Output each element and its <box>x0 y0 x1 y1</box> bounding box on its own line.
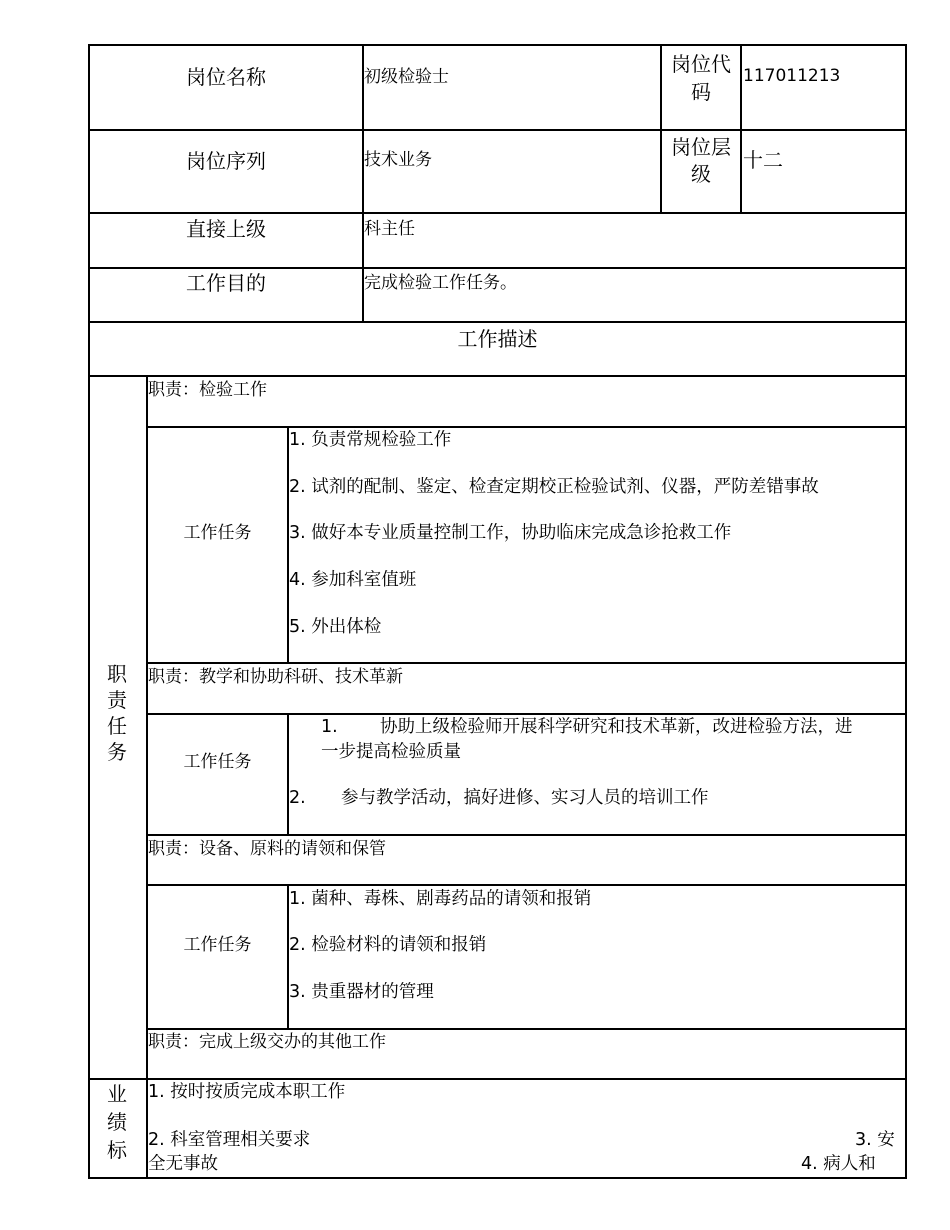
purpose-value: 完成检验工作任务。 <box>364 273 517 293</box>
duties-label-char: 职 <box>107 662 127 686</box>
post-code-label-line1: 岗位代 <box>671 52 731 76</box>
purpose-label: 工作目的 <box>186 271 266 295</box>
performance-label-char: 标 <box>107 1138 127 1162</box>
task-item: 5. 外出体检 <box>289 617 382 637</box>
duties-label-char: 务 <box>107 740 127 764</box>
superior-label: 直接上级 <box>186 217 266 241</box>
task-label: 工作任务 <box>183 752 252 772</box>
post-level-value: 十二 <box>743 148 783 172</box>
post-series-value: 技术业务 <box>364 150 432 170</box>
performance-label-char: 业 <box>107 1082 127 1106</box>
task-item-continuation: 一步提高检验质量 <box>321 742 461 762</box>
duties-label-char: 责 <box>107 688 127 712</box>
row-divider <box>88 1078 907 1080</box>
post-code-label-line2: 码 <box>691 80 711 104</box>
performance-label-char: 绩 <box>107 1110 127 1134</box>
row-divider <box>146 1028 907 1030</box>
performance-item: 3. 安 <box>855 1130 895 1150</box>
row-divider <box>146 662 907 664</box>
row-divider <box>146 426 907 428</box>
task-item: 1. 菌种、毒株、剧毒药品的请领和报销 <box>289 889 592 909</box>
duty-title: 职责：检验工作 <box>148 380 267 400</box>
table-border-right <box>905 44 907 1179</box>
task-item: 4. 参加科室值班 <box>289 570 417 590</box>
performance-item: 2. 科室管理相关要求 <box>148 1130 311 1150</box>
row-divider <box>146 884 907 886</box>
performance-item-continuation: 全无事故 <box>148 1154 218 1174</box>
performance-item: 4. 病人和 <box>801 1154 876 1174</box>
post-name-label: 岗位名称 <box>186 65 266 89</box>
row-divider <box>88 375 907 377</box>
row-divider <box>88 321 907 323</box>
task-item: 3. 做好本专业质量控制工作，协助临床完成急诊抢救工作 <box>289 523 732 543</box>
post-series-label: 岗位序列 <box>186 149 266 173</box>
post-name-value: 初级检验士 <box>364 67 449 87</box>
duty-title: 职责：教学和协助科研、技术革新 <box>148 667 403 687</box>
task-item: 协助上级检验师开展科学研究和技术革新，改进检验方法，进 <box>380 717 853 737</box>
duty-title: 职责：完成上级交办的其他工作 <box>148 1032 386 1052</box>
table-border-top <box>88 44 907 46</box>
col-divider <box>740 44 742 214</box>
superior-value: 科主任 <box>364 219 415 239</box>
task-item: 参与教学活动，搞好进修、实习人员的培训工作 <box>341 788 709 808</box>
task-item-number: 2. <box>289 788 306 808</box>
row-divider <box>146 834 907 836</box>
post-code-value: 117011213 <box>743 66 841 86</box>
row-divider <box>146 713 907 715</box>
post-level-label-line2: 级 <box>691 162 711 186</box>
col-divider <box>146 375 148 1179</box>
row-divider <box>88 212 907 214</box>
task-item: 3. 贵重器材的管理 <box>289 982 434 1002</box>
task-label: 工作任务 <box>183 935 252 955</box>
duty-title: 职责：设备、原料的请领和保管 <box>148 839 386 859</box>
task-item: 1. 负责常规检验工作 <box>289 430 452 450</box>
table-border-left <box>88 44 90 1179</box>
duties-label-char: 任 <box>107 714 127 738</box>
post-level-label-line1: 岗位层 <box>671 135 731 159</box>
task-label: 工作任务 <box>183 523 252 543</box>
task-item-number: 1. <box>321 717 338 737</box>
row-divider <box>88 129 907 131</box>
task-item: 2. 试剂的配制、鉴定、检查定期校正检验试剂、仪器，严防差错事故 <box>289 477 819 497</box>
col-divider <box>287 713 289 836</box>
task-item: 2. 检验材料的请领和报销 <box>289 935 487 955</box>
performance-item: 1. 按时按质完成本职工作 <box>148 1082 346 1102</box>
description-title: 工作描述 <box>457 327 538 351</box>
row-divider <box>88 267 907 269</box>
table-border-bottom <box>88 1177 907 1179</box>
